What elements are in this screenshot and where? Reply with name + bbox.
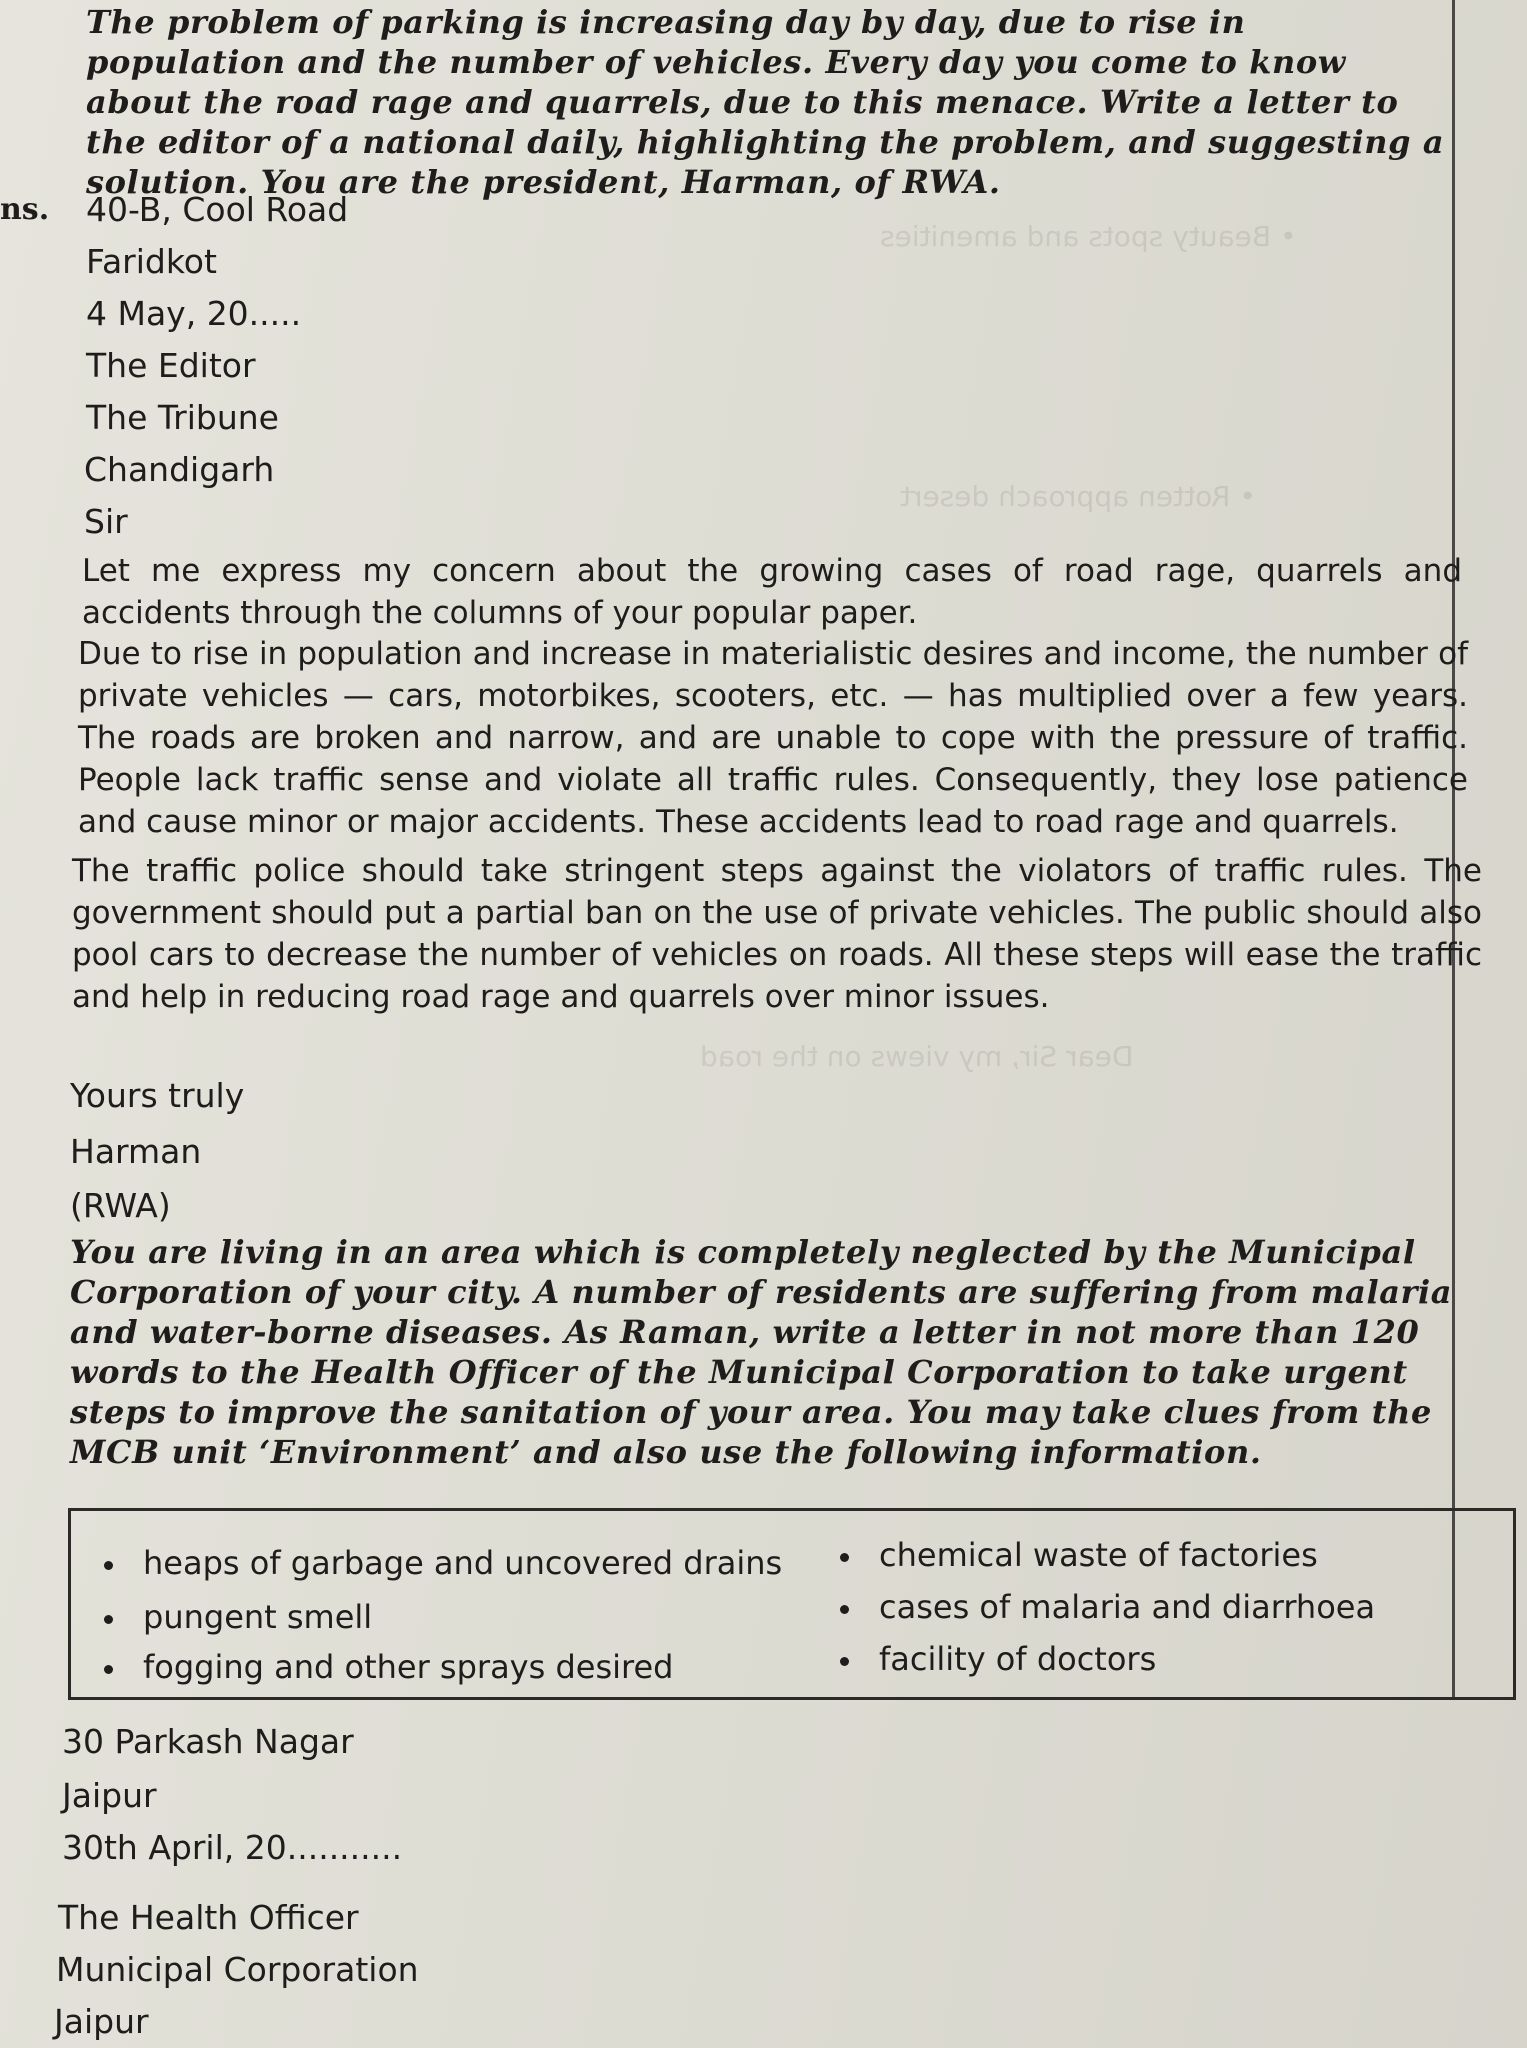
clue-item [840, 1536, 1318, 1574]
designation: (RWA) [70, 1186, 171, 1225]
bullet-icon [840, 1605, 849, 1614]
question-1-text: The problem of parking is increasing day by day, due to rise in population and the number of vehicles. Every day you come to know about the road rage and quarrels, due to this menace. Write a letter to the editor of a national daily, highlighting the problem, and suggesting a solution. You are the president, Harman, of RWA. [86, 3, 1445, 201]
receiver-line-3: Chandigarh [84, 450, 275, 489]
answer-label: ns. [0, 192, 50, 227]
clue-item [104, 1598, 372, 1636]
salutation: Sir [84, 502, 128, 541]
sender-address-line-2: Faridkot [86, 242, 217, 281]
letter-paragraph-1: Let me express my concern about the growing cases of road rage, quarrels and accidents through the columns of your popular paper. [82, 553, 1462, 631]
receiver-line-2: The Tribune [86, 398, 279, 437]
sender-address-line-1: 30 Parkash Nagar [62, 1722, 354, 1761]
clue-text: fogging and other sprays desired [143, 1648, 674, 1686]
bullet-icon [840, 1657, 849, 1666]
letter-paragraph-2: Due to rise in population and increase in materialistic desires and income, the number of private vehicles — cars, motorbikes, scooters, etc. — has multiplied over a few years. The roads are broken and narrow, and are unable to cope with the pressure of traffic. People lack traffic sense and violate all traffic rules. Consequently, they lose patience and cause minor or major accidents. These accidents lead to road rage and quarrels. [78, 636, 1468, 840]
clue-text: chemical waste of factories [879, 1536, 1318, 1574]
sender-address-line-1: 40-B, Cool Road [86, 190, 349, 229]
sender-address-line-2: Jaipur [62, 1776, 157, 1815]
question-2-text: You are living in an area which is completely neglected by the Municipal Corporation of your city. A number of residents are suffering from malaria and water-borne diseases. As Raman, write a letter in not more than 120 words to the Health Officer of the Municipal Corporation to take urgent steps to improve the sanitation of your area. You may take clues from the MCB unit ‘Environment’ and also use the following information. [70, 1233, 1453, 1471]
clue-text: heaps of garbage and uncovered drains [143, 1544, 783, 1582]
clue-text: pungent smell [143, 1598, 373, 1636]
bullet-icon [104, 1615, 113, 1624]
show-through-text: • Beauty spots and amenities [880, 220, 1297, 253]
bullet-icon [104, 1561, 113, 1570]
clue-item [104, 1544, 782, 1582]
clue-item [104, 1648, 673, 1686]
letter-date: 30th April, 20........... [62, 1828, 403, 1867]
letter-date: 4 May, 20..... [86, 294, 302, 333]
signature: Harman [70, 1132, 202, 1171]
receiver-line-3: Jaipur [54, 2002, 149, 2041]
clue-item [840, 1640, 1156, 1678]
bullet-icon [104, 1665, 113, 1674]
show-through-text: • Rotten approach desert [900, 480, 1256, 513]
show-through-text: Dear Sir, my views on the road [700, 1040, 1134, 1073]
receiver-line-1: The Editor [86, 346, 256, 385]
clue-item [840, 1588, 1375, 1626]
bullet-icon [840, 1553, 849, 1562]
receiver-line-1: The Health Officer [58, 1898, 359, 1937]
closing: Yours truly [70, 1076, 245, 1115]
receiver-line-2: Municipal Corporation [56, 1950, 419, 1989]
letter-paragraph-3: The traffic police should take stringent steps against the violators of traffic rules. The government should put a partial ban on the use of private vehicles. The public should also pool cars to decrease the number of vehicles on roads. All these steps will ease the traffic and help in reducing road rage and quarrels over minor issues. [72, 853, 1482, 1015]
clue-text: cases of malaria and diarrhoea [879, 1588, 1376, 1626]
clue-text: facility of doctors [879, 1640, 1157, 1678]
